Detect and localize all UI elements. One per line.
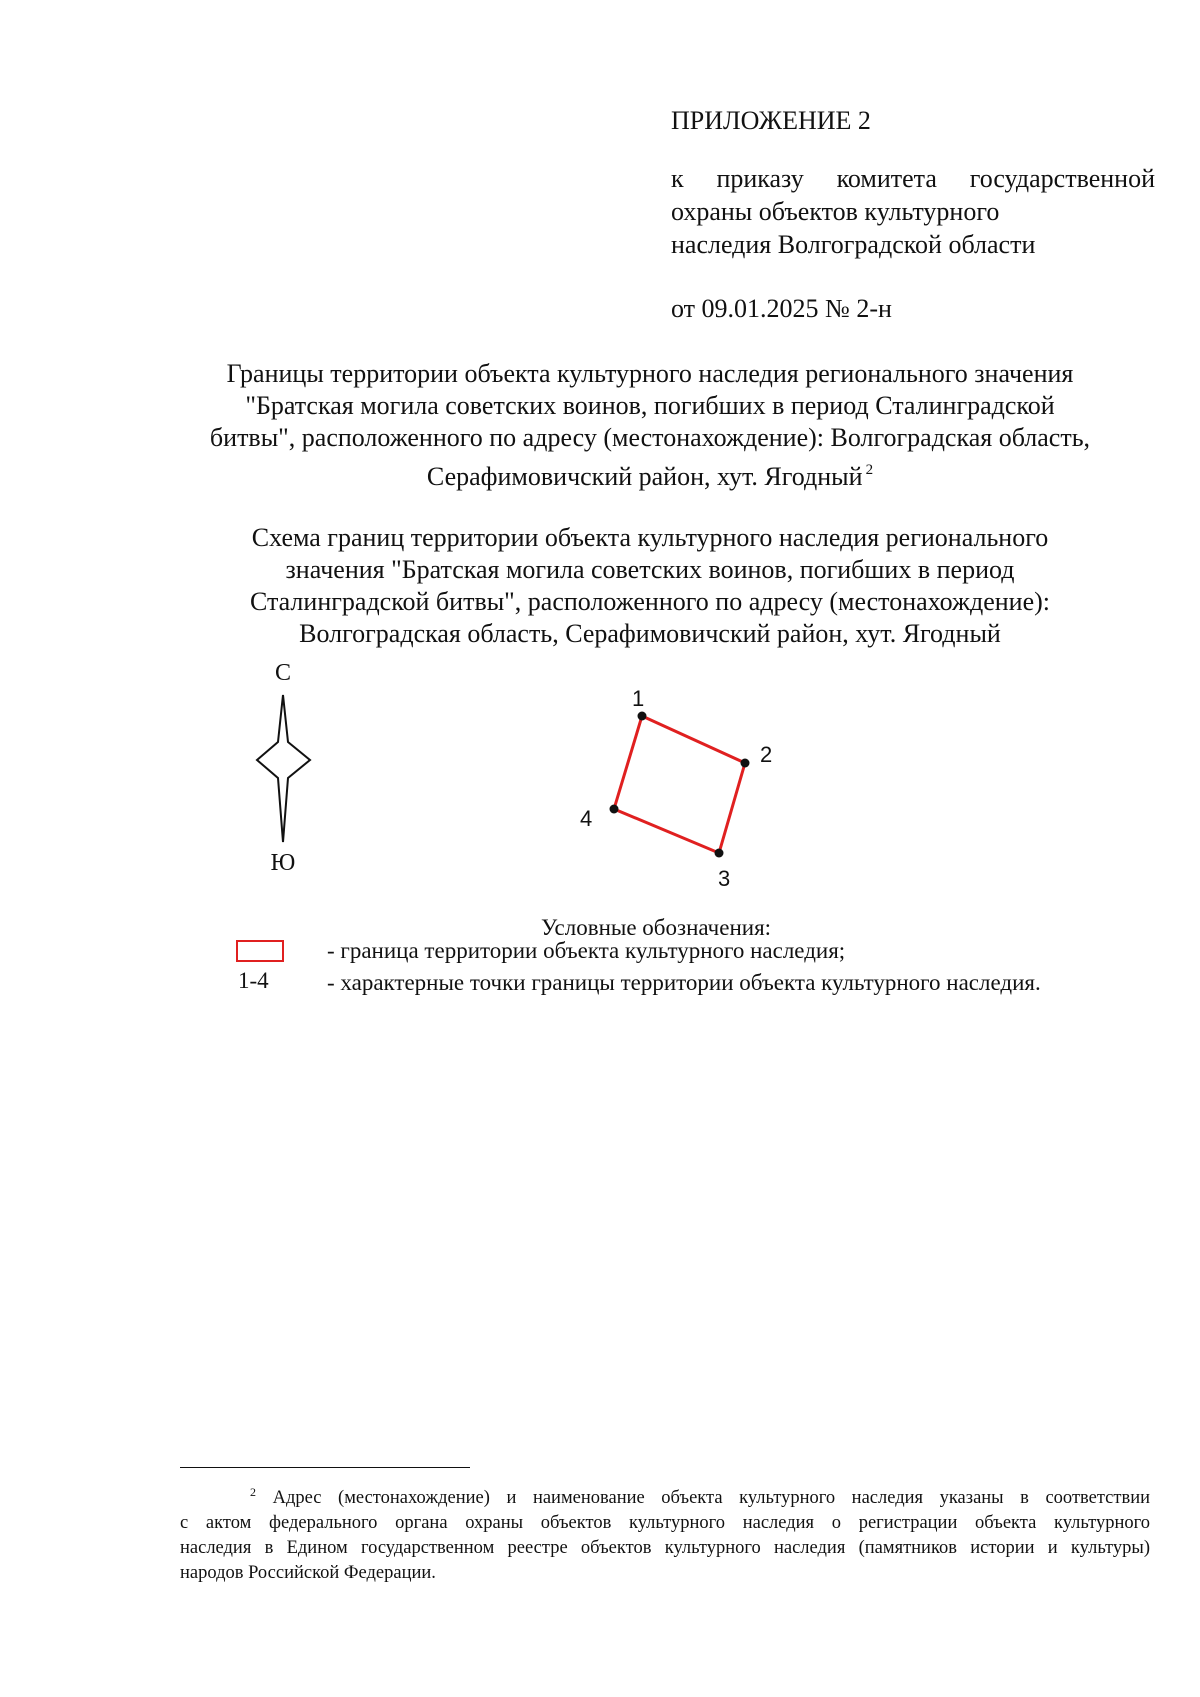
boundary-point-3 [715,849,724,858]
boundary-point-1 [638,712,647,721]
legend-boundary-text: - граница территории объекта культурного наследия; [327,938,846,963]
boundary-point-1-label: 1 [632,686,645,711]
legend-boundary-swatch [236,940,284,962]
footnote-line: Адрес (местонахождение) и наименование объекта культурного наследия указаны в соответствии [272,1488,1151,1508]
legend-points-label: 1-4 [238,968,269,993]
footnote-line: народов Российской Федерации. [180,1563,436,1583]
boundary-point-4 [610,805,619,814]
appendix-reference-line: наследия Волгоградской области [671,230,1036,259]
footnote-line: наследия в Едином государственном реестре объектов культурного наследия (памятников истории и культуры) [180,1538,1150,1558]
compass-rose-icon [257,695,310,842]
main-title [150,358,1150,493]
main-title-line: "Братская могила советских воинов, погибших в период Сталинградской [245,391,1055,420]
footnote-separator [180,1467,470,1468]
scheme-title-line: Волгоградская область, Серафимовичский район, хут. Ягодный [299,619,1001,648]
main-title-line: битвы", расположенного по адресу (местонахождение): Волгоградская область, [209,423,1091,452]
scheme-title [150,522,1150,650]
scheme-title-line: Сталинградской битвы", расположенного по адресу (местонахождение): [249,587,1051,616]
appendix-reference-line: охраны объектов культурного [671,197,1000,226]
footnote-reference[interactable]: 2 [865,462,874,478]
heritage-boundary-polygon [614,716,745,853]
legend-points-text: - характерные точки границы территории объекта культурного наследия. [327,970,1041,995]
footnote-line: с актом федерального органа охраны объектов культурного наследия о регистрации объекта культурного [180,1513,1150,1533]
appendix-reference-line: к приказу комитета государственной [671,164,1155,193]
boundary-point-4-label: 4 [580,806,593,831]
footnote-mark: 2 [250,1485,256,1499]
order-date-number: от 09.01.2025 № 2-н [671,294,892,323]
appendix-title: ПРИЛОЖЕНИЕ 2 [671,106,871,135]
scheme-title-line: значения "Братская могила советских воинов, погибших в период [285,555,1015,584]
appendix-reference [671,162,1155,261]
main-title-line: Границы территории объекта культурного наследия регионального значения [226,359,1074,388]
compass-north-label: С [274,660,292,686]
scheme-title-line: Схема границ территории объекта культурного наследия регионального [251,523,1049,552]
legend-heading: Условные обозначения: [541,915,772,940]
compass-south-label: Ю [270,850,296,876]
footnote-line-first [180,1480,1150,1511]
main-title-line-last [150,454,1150,493]
footnote [180,1480,1150,1586]
main-title-line: Серафимовичский район, хут. Ягодный [426,462,863,491]
boundary-point-2-label: 2 [760,742,773,767]
boundary-point-3-label: 3 [718,866,731,891]
boundary-point-2 [741,759,750,768]
